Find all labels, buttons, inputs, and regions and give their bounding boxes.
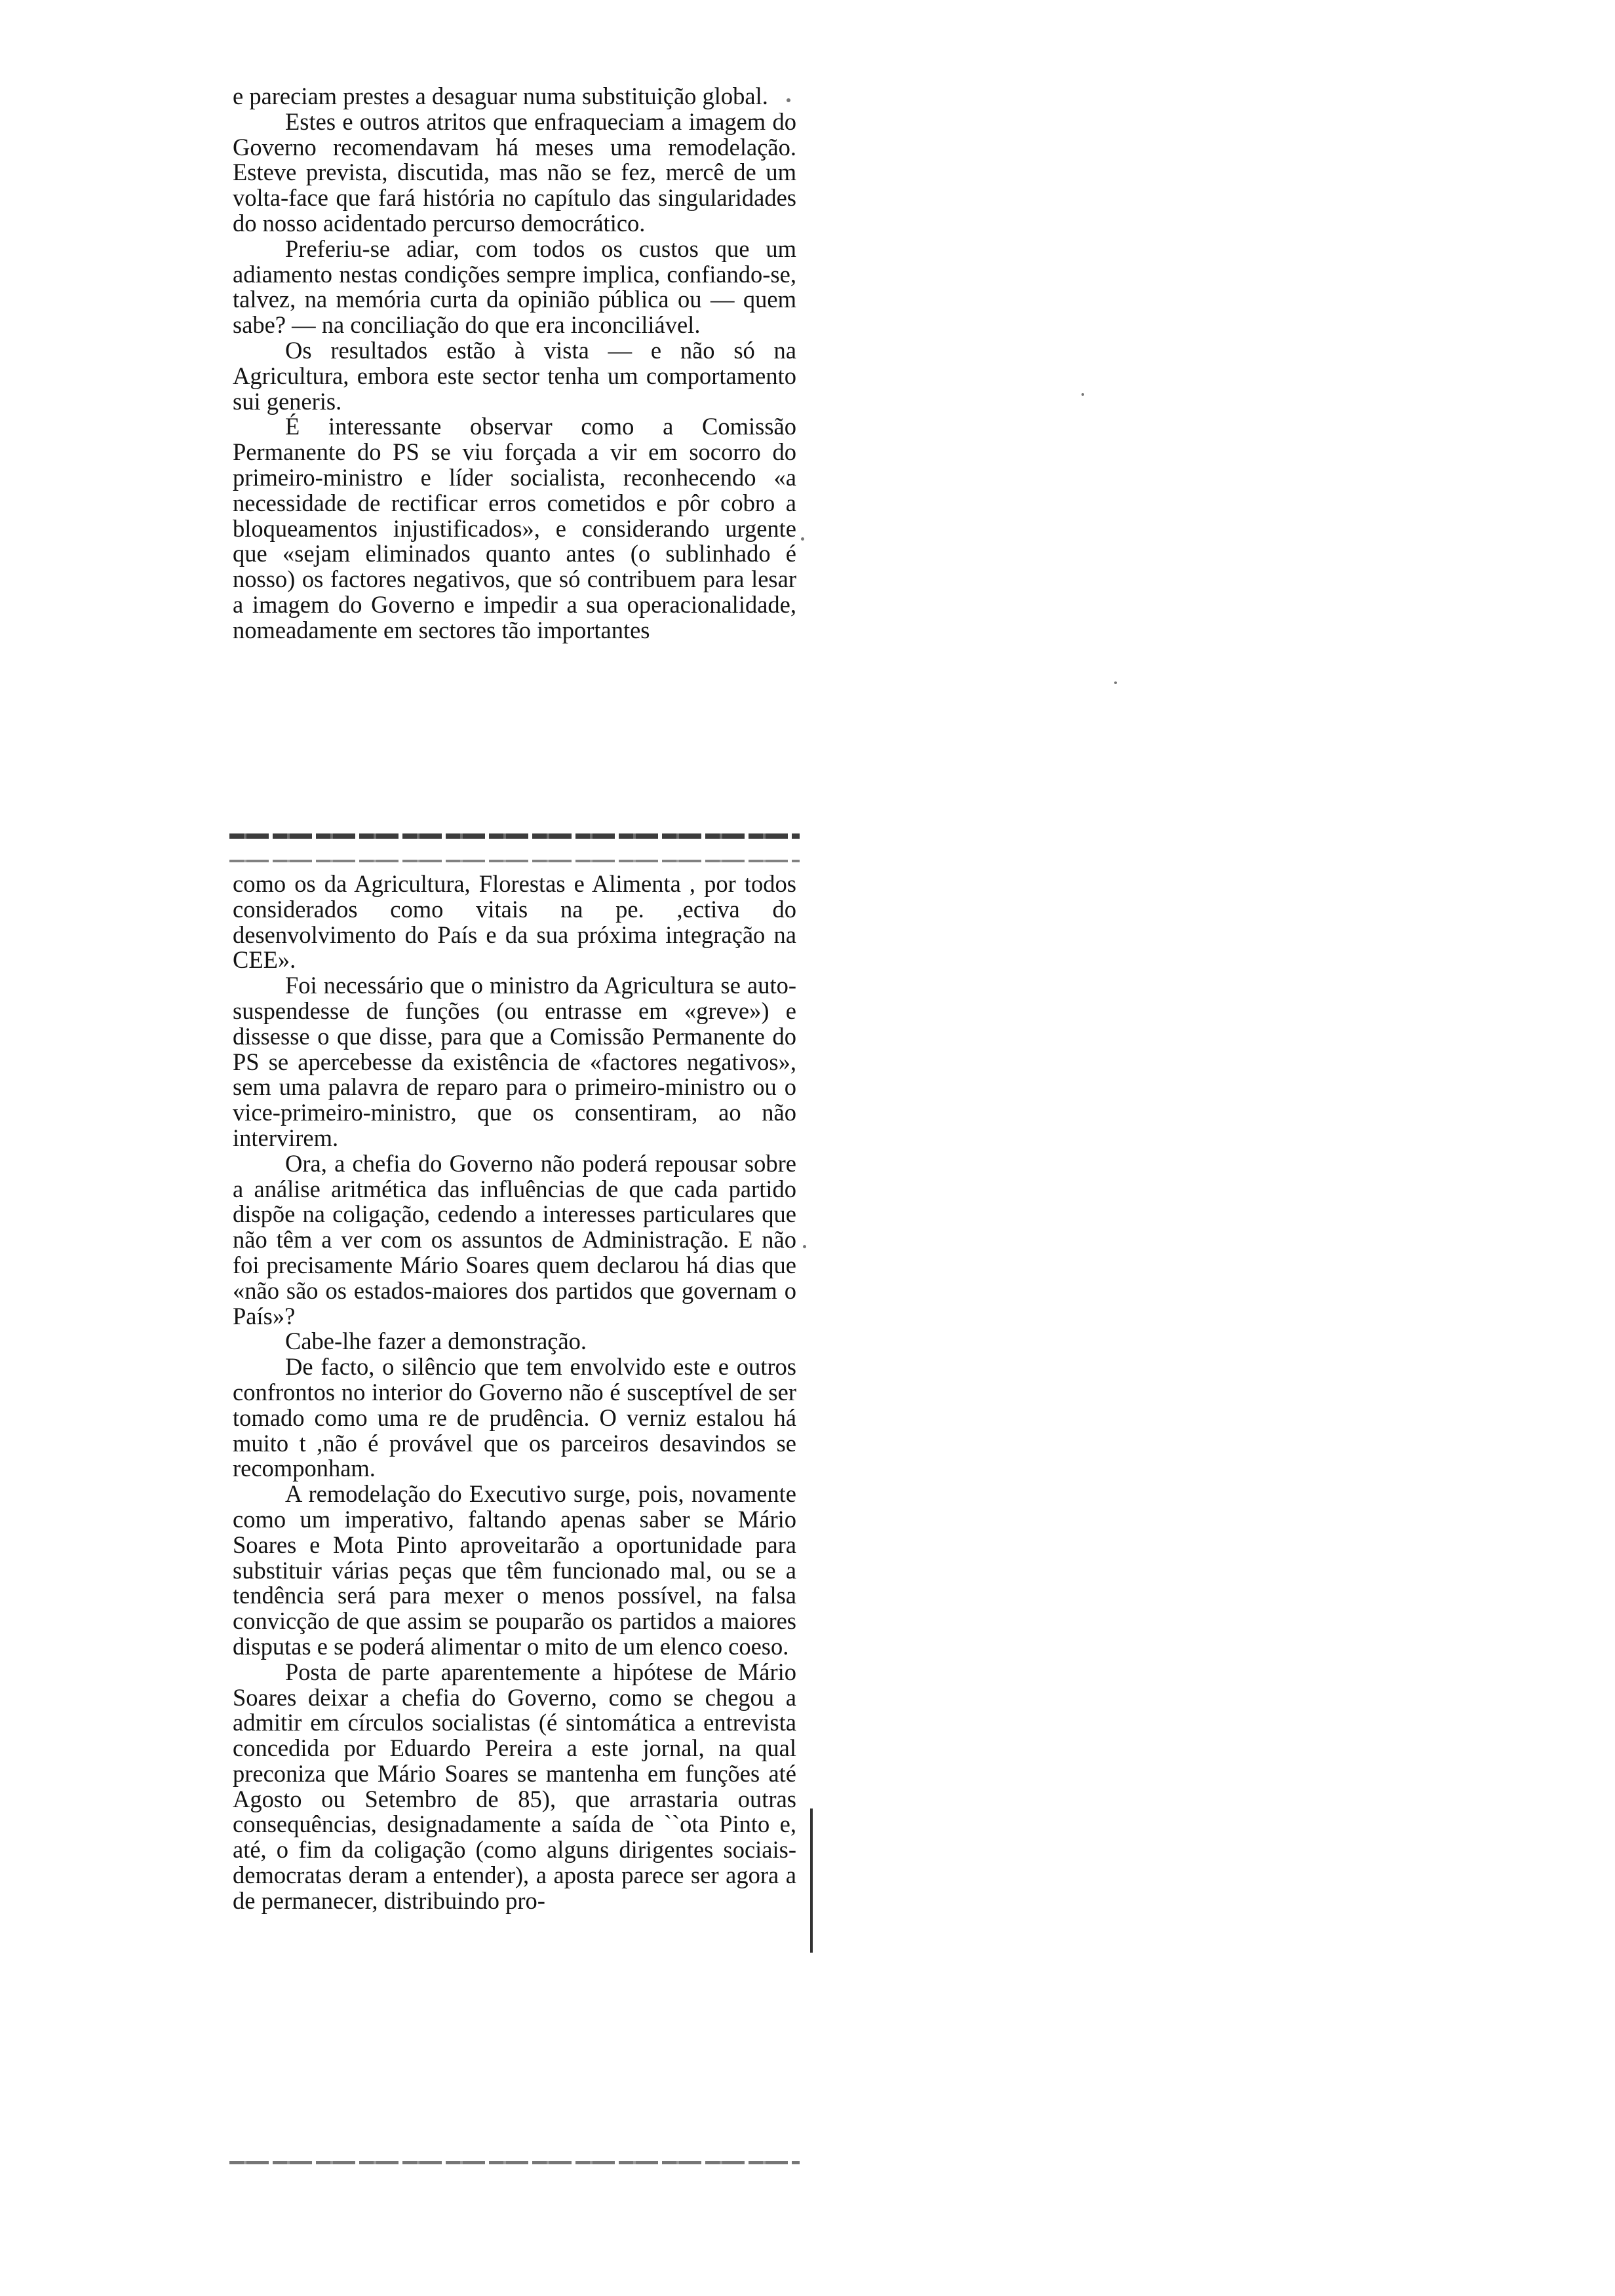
scan-speck xyxy=(1081,393,1084,396)
article-paragraph: Os resultados estão à vista — e não só na Agricultura, embora este sector tenha um comportamento sui generis. xyxy=(233,336,796,415)
scan-speck xyxy=(1114,681,1117,684)
scan-speck xyxy=(803,1245,806,1248)
scan-speck xyxy=(787,98,790,102)
clipping-cut-line-faint xyxy=(229,860,800,862)
article-paragraph: Foi necessário que o ministro da Agricultura se auto-suspendesse de funções (ou entrasse em «greve») e dissesse o que disse, para que a Comissão Permanente do PS se apercebesse da existência de «factores negativos», sem uma palavra de reparo para o primeiro-ministro ou o vice-primeiro-ministro, que os consentiram, ao não intervirem. xyxy=(233,972,796,1151)
article-paragraph: Posta de parte aparentemente a hipótese de Mário Soares deixar a chefia do Governo, como se chegou a admitir em círculos socialistas (é sintomática a entrevista concedida por Eduardo Pereira a este jornal, na qual preconiza que Mário Soares se mantenha em funções até Agosto ou Setembro de 85), que arrastaria outras consequências, designadamente a saída de ``ota Pinto e, até, o fim da coligação (como alguns dirigentes sociais-democratas deram a entender), a aposta parece ser agora a de permanecer, distribuindo pro- xyxy=(233,1658,796,1914)
clipping-cut-line xyxy=(229,833,800,839)
clipping-bottom-edge xyxy=(229,2161,800,2164)
article-paragraph: De facto, o silêncio que tem envolvido este e outros confrontos no interior do Governo não é susceptível de ser tomado como uma re de prudência. O verniz estalou há muito t ,não é provável que os parceiros desavindos se recomponham. xyxy=(233,1353,796,1482)
article-column-bottom xyxy=(233,871,796,1914)
article-paragraph: Cabe-lhe fazer a demonstração. xyxy=(285,1328,587,1355)
scan-speck xyxy=(801,537,804,541)
article-column-top xyxy=(233,84,796,643)
article-paragraph: É interessante observar como a Comissão Permanente do PS se viu forçada a vir em socorro do primeiro-ministro e líder socialista, reconhecendo «a necessidade de rectificar erros cometidos e pôr cobro a bloqueamentos injustificados», e considerando urgente que «sejam eliminados quanto antes (o sublinhado é nosso) os factores negativos, que só contribuem para lesar a imagem do Governo e impedir a sua operacionalidade, nomeadamente em sectores tão importantes xyxy=(233,413,796,643)
article-paragraph: e pareciam prestes a desaguar numa substituição global. xyxy=(233,83,768,109)
margin-mark xyxy=(810,1808,813,1953)
article-paragraph: Preferiu-se adiar, com todos os custos que um adiamento nestas condições sempre implica, confiando-se, talvez, na memória curta da opinião pública ou — quem sabe? — na conciliação do que era inconciliável. xyxy=(233,235,796,339)
article-paragraph: Estes e outros atritos que enfraqueciam a imagem do Governo recomendavam há meses uma remodelação. Esteve prevista, discutida, mas não se fez, mercê de um volta-face que fará história no capítulo das singularidades do nosso acidentado percurso democrático. xyxy=(233,107,796,237)
article-paragraph: como os da Agricultura, Florestas e Alimenta , por todos considerados como vitais na pe. ,ectiva do desenvolvimento do País e da sua próxima integração na CEE». xyxy=(233,870,796,974)
article-paragraph: A remodelação do Executivo surge, pois, novamente como um imperativo, faltando apenas saber se Mário Soares e Mota Pinto aproveitarão a oportunidade para substituir várias peças que têm funcionado mal, ou se a tendência será para mexer o menos possível, na falsa convicção de que assim se pouparão os partidos a maiores disputas e se poderá alimentar o mito de um elenco coeso. xyxy=(233,1480,796,1660)
article-paragraph: Ora, a chefia do Governo não poderá repousar sobre a análise aritmética das influências de que cada partido dispõe na coligação, cedendo a interesses particulares que não têm a ver com os assuntos de Administração. E não foi precisamente Mário Soares quem declarou há dias que «não são os estados-maiores dos partidos que governam o País»? xyxy=(233,1149,796,1330)
